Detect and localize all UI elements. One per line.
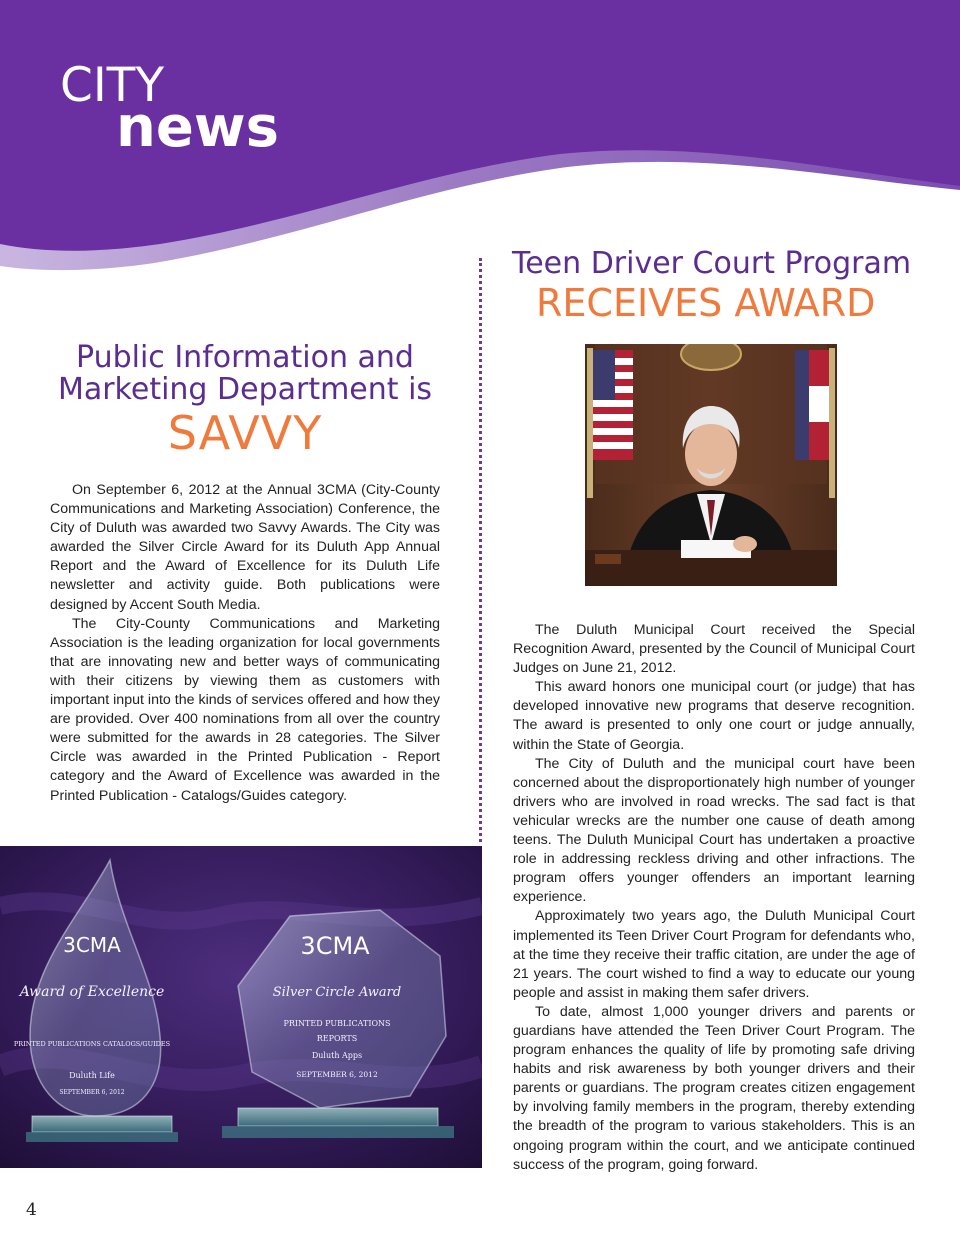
trophy-right-category2: REPORTS: [316, 1034, 358, 1043]
trophy-left-date: SEPTEMBER 6, 2012: [59, 1089, 125, 1096]
right-paragraph-1: The Duluth Municipal Court received the Special Recognition Award, presented by the Council of Municipal Court Judges on June 21, 2012.: [513, 622, 915, 677]
trophy-right-date: SEPTEMBER 6, 2012: [296, 1070, 378, 1079]
right-article-headline: [512, 246, 932, 324]
right-paragraph-2: This award honors one municipal court (or judge) that has developed innovative new programs that deserve recognition. The award is presented to only one court or judge annually, within the State of Georgia.: [513, 679, 915, 753]
masthead: [0, 0, 960, 280]
left-headline-line2: Marketing Department is: [57, 372, 433, 407]
trophies-photo: [0, 846, 482, 1168]
masthead-title-city: CITY: [60, 58, 165, 113]
trophy-left-award: Award of Excellence: [19, 984, 165, 1000]
trophy-right-award: Silver Circle Award: [272, 985, 402, 1000]
left-paragraph-1: On September 6, 2012 at the Annual 3CMA (City-County Communications and Marketing Association) Conference, the City of Duluth was awarded two Savvy Awards. The City was awarded the Silver Circle Award for its Duluth App Annual Report and the Award of Excellence for its Duluth Life newsletter and activity guide. Both publications were designed by Accent South Media.: [50, 482, 440, 613]
column-divider: [479, 258, 482, 842]
left-headline-emphasis: SAVVY: [167, 406, 323, 460]
right-headline-line1: Teen Driver Court Program: [512, 246, 912, 281]
masthead-title-news: news: [116, 95, 279, 160]
trophy-left-logo: 3CMA: [63, 933, 121, 957]
trophy-right-category1: PRINTED PUBLICATIONS: [283, 1019, 391, 1028]
right-headline-emphasis: RECEIVES AWARD: [536, 281, 876, 325]
page-number: 4: [26, 1200, 37, 1220]
right-paragraph-3: The City of Duluth and the municipal court have been concerned about the disproportionately high number of younger drivers who are involved in road wrecks. The sad fact is that vehicular wrecks are the number one cause of death among teens. The Duluth Municipal Court has undertaken a proactive role in addressing reckless driving and other infractions. The program offers younger offenders an important learning experience.: [513, 755, 915, 906]
right-paragraph-5: To date, almost 1,000 younger drivers and parents or guardians have attended the Teen Driver Court Program. The program enhances the quality of life by promoting safe driving habits and risk awareness by both younger drivers and their parents or guardians. The program creates citizen engagement by involving family members in the program, thereby extending the breadth of the program to various stakeholders. This is an ongoing program within the court, and we anticipate continued success of the program, going forward.: [513, 1003, 915, 1173]
trophy-left-entry: Duluth Life: [69, 1071, 115, 1080]
left-paragraph-2: The City-County Communications and Marketing Association is the leading organization for local governments that are innovating new and better ways of communicating with their citizens by viewing them as customers with important input into the kinds of services offered and how they are provided. Over 400 nominations from all over the country were submitted for the awards in 28 categories. The Silver Circle was awarded in the Printed Publication - Report category and the Award of Excellence was awarded in the Printed Publication - Catalogs/Guides category.: [50, 615, 440, 804]
left-headline-line1: Public Information and: [76, 340, 414, 375]
trophy-right-logo: 3CMA: [300, 932, 370, 960]
trophy-right-entry: Duluth Apps: [311, 1051, 363, 1060]
right-paragraph-4: Approximately two years ago, the Duluth Municipal Court implemented its Teen Driver Court Program for defendants who, at the time they receive their traffic citation, are under the age of 21 years. The court wished to find a way to educate our young people and assist in making them safer drivers.: [513, 908, 915, 1001]
left-article-headline: [40, 342, 450, 458]
judge-photo: [585, 344, 837, 586]
right-article-body: [513, 621, 915, 1175]
left-article-body: [50, 481, 440, 806]
trophy-left-category: PRINTED PUBLICATIONS CATALOGS/GUIDES: [13, 1040, 171, 1048]
